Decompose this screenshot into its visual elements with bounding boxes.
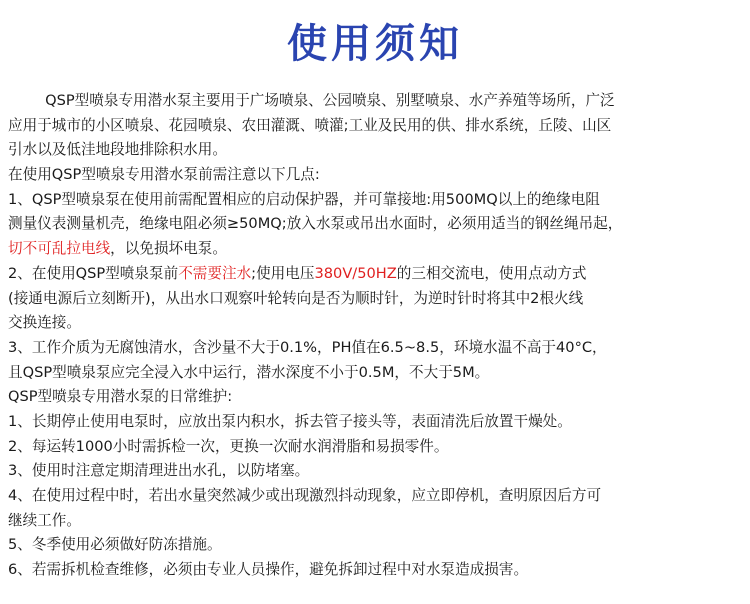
precautions-heading: 在使用QSP型喷泉专用潜水泵前需注意以下几点:: [8, 166, 320, 184]
precaution-2-line-1: [8, 262, 744, 287]
maintenance-4-line-1: 4、在使用过程中时，若出水量突然减少或出现激烈抖动现象，应立即停机，查明原因后方可: [8, 487, 602, 504]
precaution-1-line-1: 1、QSP型喷泉泵在使用前需配置相应的启动保护器，并可靠接地:用500MQ以上的绝缘电阻: [8, 190, 600, 208]
warning-text: 切不可乱拉电线: [8, 240, 111, 258]
maintenance-6: 6、若需拆机检查维修，必须由专业人员操作，避免拆卸过程中对水泵造成损害。: [8, 561, 529, 579]
voltage-text: 380V/50HZ: [314, 264, 397, 282]
precaution-3-line-1: 3、工作介质为无腐蚀清水，含沙量不大于0.1%，PH值在6.5~8.5，环境水温不高于40°C，: [8, 338, 607, 356]
maintenance-3: 3、使用时注意定期清理进出水孔，以防堵塞。: [8, 462, 310, 480]
text: ;使用电压: [251, 264, 315, 282]
text: ，以免损坏电泵。: [110, 240, 227, 258]
maintenance-4-line-2: 继续工作。: [8, 511, 81, 529]
intro-line-1: [8, 89, 744, 114]
precaution-1-line-3: [8, 237, 744, 262]
maintenance-heading: QSP型喷泉专用潜水泵的日常维护:: [8, 388, 233, 406]
maintenance-2: 2、每运转1000小时需拆检一次，更换一次耐水润滑脂和易损零件。: [8, 437, 449, 455]
maintenance-1: 1、长期停止使用电泵时，应放出泵内积水，拆去管子接头等，表面清洗后放置干燥处。: [8, 412, 572, 430]
precaution-2-line-2: (接通电源后立刻断开)，从出水口观察叶轮转向是否为顺时针，为逆时针时将其中2根火线: [8, 289, 584, 307]
precaution-2-line-3: 交换连接。: [8, 314, 81, 332]
intro-line-3: 引水以及低洼地段地排除积水用。: [8, 141, 227, 159]
text: QSP型喷泉专用潜水泵主要用于广场喷泉、公园喷泉、别墅喷泉、水产养殖等场所，广泛: [8, 92, 615, 109]
page-title: 使用须知: [287, 21, 463, 67]
warning-text: 不需要注水: [178, 264, 252, 282]
text: 的三相交流电，使用点动方式: [396, 264, 587, 282]
notice-body: [8, 89, 744, 583]
intro-line-2: 应用于城市的小区喷泉、花园喷泉、农田灌溉、喷灌;工业及民用的供、排水系统，丘陵、山区: [8, 116, 612, 134]
text: 2、在使用QSP型喷泉泵前: [8, 264, 179, 282]
precaution-1-line-2: 测量仪表测量机壳，绝缘电阻必须≥50MQ;放入水泵或吊出水面时，必须用适当的钢丝绳吊起，: [8, 215, 623, 233]
maintenance-5: 5、冬季使用必须做好防冻措施。: [8, 536, 222, 554]
precaution-3-line-2: 且QSP型喷泉泵应完全浸入水中运行，潜水深度不小于0.5M，不大于5M。: [8, 363, 490, 381]
